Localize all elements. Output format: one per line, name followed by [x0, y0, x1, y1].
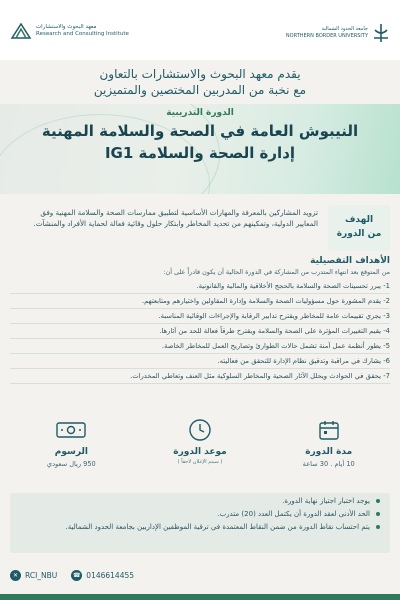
header-bar [0, 0, 400, 60]
note-item: يتم احتساب نقاط الدورة من ضمن النقاط المعتمدة في ترقية الموظفين الإداريين بجامعة الحدود الشمالية. [20, 522, 380, 532]
date-card [139, 418, 262, 486]
institute-emblem-icon [10, 20, 32, 42]
intro-line-1: يقدم معهد البحوث والاستشارات بالتعاون [99, 67, 301, 81]
goal-label-line-1: الهدف [344, 215, 374, 225]
institute-name-en: Research and Consulting Institute [36, 31, 129, 37]
objectives-title: الأهداف التفصيلية [310, 256, 390, 266]
fees-value: 950 ريال سعودي [46, 460, 96, 468]
x-icon: ✕ [10, 570, 21, 581]
objective-item: 6- يشارك في مراقبة وتدقيق نظام الإدارة للتحقق من فعاليته. [10, 354, 390, 369]
notes-box [10, 493, 390, 553]
objective-item: 2- يقدم المشورة حول مسؤوليات الصحة والسلامة وإدارة المقاولين واختيارهم ومتابعتهم. [10, 294, 390, 309]
course-title [20, 120, 380, 164]
phone-number[interactable] [71, 570, 134, 581]
fees-card [10, 418, 133, 486]
university-emblem-icon [372, 22, 390, 44]
institute-logo [10, 20, 129, 42]
institute-name-ar: معهد البحوث والاستشارات [36, 24, 97, 30]
objectives-intro: من المتوقع بعد انتهاء المتدرب من المشاركة في الدورة الحالية أن يكون قادراً على أن: [163, 268, 390, 276]
goal-label-line-2: من الدورة [336, 229, 382, 239]
date-note: ( سيتم الإعلان لاحقاً ) [177, 459, 223, 465]
course-label: الدورة التدريبية [166, 108, 234, 118]
objective-item: 3- يجري تقييمات عامة للمخاطر ويقترح تدابير الرقابة والإجراءات الوقائية المناسبة. [10, 309, 390, 324]
objectives-section [10, 256, 390, 384]
fees-title: الرسوم [54, 447, 88, 457]
university-name-en: NORTHERN BORDER UNIVERSITY [285, 33, 368, 39]
duration-title: مدة الدورة [305, 447, 353, 457]
social-handle-text: RCI_NBU [25, 571, 58, 580]
intro-line-2: مع نخبة من المدربين المختصين والمتميزين [93, 83, 307, 97]
calendar-icon [267, 418, 390, 442]
goal-label [328, 205, 390, 251]
info-cards [10, 418, 390, 486]
course-title-line-2: إدارة الصحة والسلامة IG1 [104, 144, 296, 162]
footer [10, 570, 134, 581]
goal-text: تزويد المشاركين بالمعرفة والمهارات الأساسية لتطبيق ممارسات الصحة والسلامة المهنية وفق المعايير الدولية، وتمكينهم من تحديد المخاطر وابتكار حلول وقائية فعالة لحماية الأفراد والمنشآت. [33, 208, 318, 228]
university-logo [286, 22, 390, 44]
objective-item: 1- يبرر تحسينات الصحة والسلامة بالحجج الأخلاقية والمالية والقانونية. [10, 279, 390, 294]
objectives-list [10, 279, 390, 384]
duration-value: 10 أيام . 30 ساعة [302, 460, 355, 468]
goal-section [10, 205, 390, 251]
objective-item: 7- يحقق في الحوادث ويحلل الآثار الصحية والمخاطر السلوكية مثل العنف وتعاطي المخدرات. [10, 369, 390, 384]
clock-icon [139, 418, 262, 442]
phone-icon: ☎ [73, 572, 81, 579]
duration-card [267, 418, 390, 486]
objective-item: 4- يقيم التغييرات المؤثرة على الصحة والسلامة ويقترح طرقاً فعالة للحد من آثارها. [10, 324, 390, 339]
note-item: يوجد اختبار اجتياز نهاية الدورة. [20, 496, 380, 506]
intro-text [20, 66, 380, 98]
objective-item: 5- يطور أنظمة عمل آمنة تشمل حالات الطوارئ وتصاريح العمل للمخاطر الخاصة. [10, 339, 390, 354]
bottom-accent-bar [0, 594, 400, 600]
phone-number-text: 0146614455 [86, 571, 135, 580]
date-title: موعد الدورة [173, 447, 227, 457]
notes-list [20, 496, 380, 532]
course-title-line-1: النيبوش العامة في الصحة والسلامة المهنية [41, 122, 359, 140]
cash-icon [10, 418, 133, 442]
social-handle[interactable] [10, 570, 57, 581]
university-name-ar: جامعة الحدود الشمالية [321, 26, 368, 32]
note-item: الحد الأدنى لعقد الدورة أن يكتمل العدد (20) متدرب. [20, 509, 380, 519]
